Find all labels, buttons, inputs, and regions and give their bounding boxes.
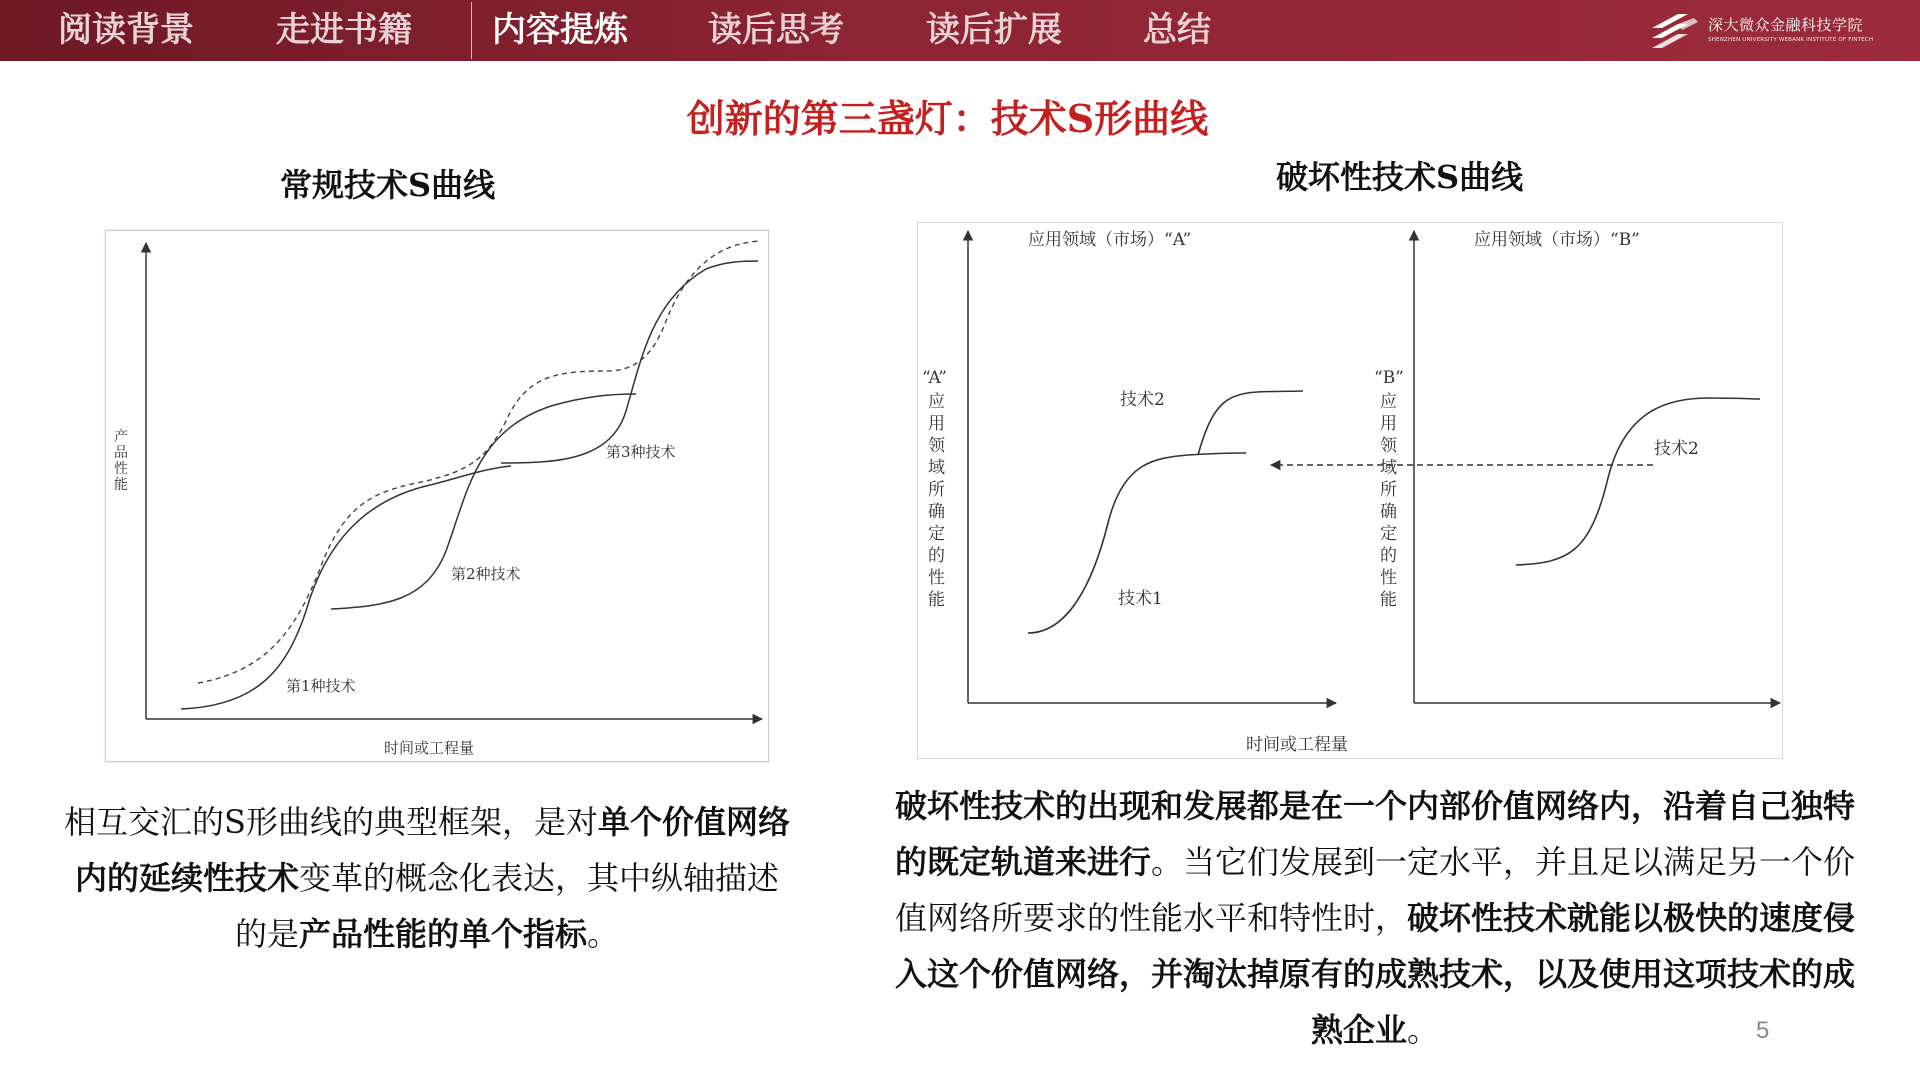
disruptive-s-curve-diagram [917,222,1783,759]
left-text-5: 。 [587,915,620,953]
nav-tab-into-the-book[interactable]: 走进书籍 [276,10,412,50]
right-text-3: 破坏性技术就能以极快的速度侵入这个价值网络，并淘汰掉原有的成熟技术，以及使用这项技术的成熟企业 [894,899,1856,1049]
curve-tech-1 [181,466,511,709]
nav-tab-reading-background[interactable]: 阅读背景 [58,10,194,50]
nav-divider [471,2,472,59]
left-text-2: 单个价值网络内的延续性技术 [74,803,790,897]
left-subtitle: 常规技术S曲线 [280,166,496,204]
right-text-2: 。当它们发展到一定水平，并且足以满足另一个价值网络所要求的性能水平和特性时， [894,843,1856,937]
right-text-4: 。 [1407,1011,1440,1049]
label-tech-1: 第1种技术 [286,677,356,695]
left-text-3: 变革的概念化表达，其中纵轴描述的是 [234,859,780,953]
label-tech-2-b: 技术2 [1654,439,1699,459]
institute-logo [1648,8,1910,54]
right-description [885,778,1865,1058]
y-axis-label-a: “A” 应 用 领 域 所 确 定 的 性 能 [922,368,947,610]
label-tech-2: 第2种技术 [451,565,521,583]
curve-tech-2-a [1198,391,1303,455]
left-text-4: 产品性能的单个指标 [298,915,587,953]
right-subtitle: 破坏性技术S曲线 [1276,158,1524,196]
top-navigation-bar [0,0,1920,61]
nav-tab-reflection[interactable]: 读后思考 [708,10,844,50]
nav-tab-summary[interactable]: 总结 [1143,10,1211,50]
x-axis-label-right: 时间或工程量 [1246,735,1348,755]
page-number: 5 [1756,1017,1770,1044]
y-axis-label-b: “B” 应 用 领 域 所 确 定 的 性 能 [1374,368,1404,610]
logo-mark-icon [1648,8,1704,54]
envelope-dashed-curve [198,241,761,683]
x-axis-label: 时间或工程量 [384,739,475,757]
market-a-heading: 应用领域（市场）“A” [1028,230,1192,250]
curve-tech-2-b [1516,398,1760,565]
curve-tech-3 [501,261,758,463]
left-text-1: 相互交汇的S形曲线的典型框架，是对 [64,803,598,841]
y-axis-label: 产 品 性 能 [114,429,128,493]
logo-text-cn: 深大微众金融科技学院 [1708,16,1864,34]
label-tech-1-a: 技术1 [1118,589,1163,609]
nav-tab-content-refining[interactable]: 内容提炼 [492,10,628,50]
nav-tab-extension[interactable]: 读后扩展 [926,10,1062,50]
market-b-heading: 应用领域（市场）“B” [1474,230,1640,250]
label-tech-3: 第3种技术 [606,443,676,461]
page-title: 创新的第三盏灯：技术S形曲线 [686,96,1209,141]
label-tech-2-a: 技术2 [1120,390,1165,410]
right-text-1: 破坏性技术的出现和发展都是在一个内部价值网络内，沿着自己独特的既定轨道来进行 [894,787,1855,881]
logo-text-en: SHENZHEN UNIVERSITY WEBANK INSTITUTE OF FINTECH [1708,37,1874,43]
left-description [62,794,792,962]
sustaining-s-curve-diagram [105,230,769,762]
